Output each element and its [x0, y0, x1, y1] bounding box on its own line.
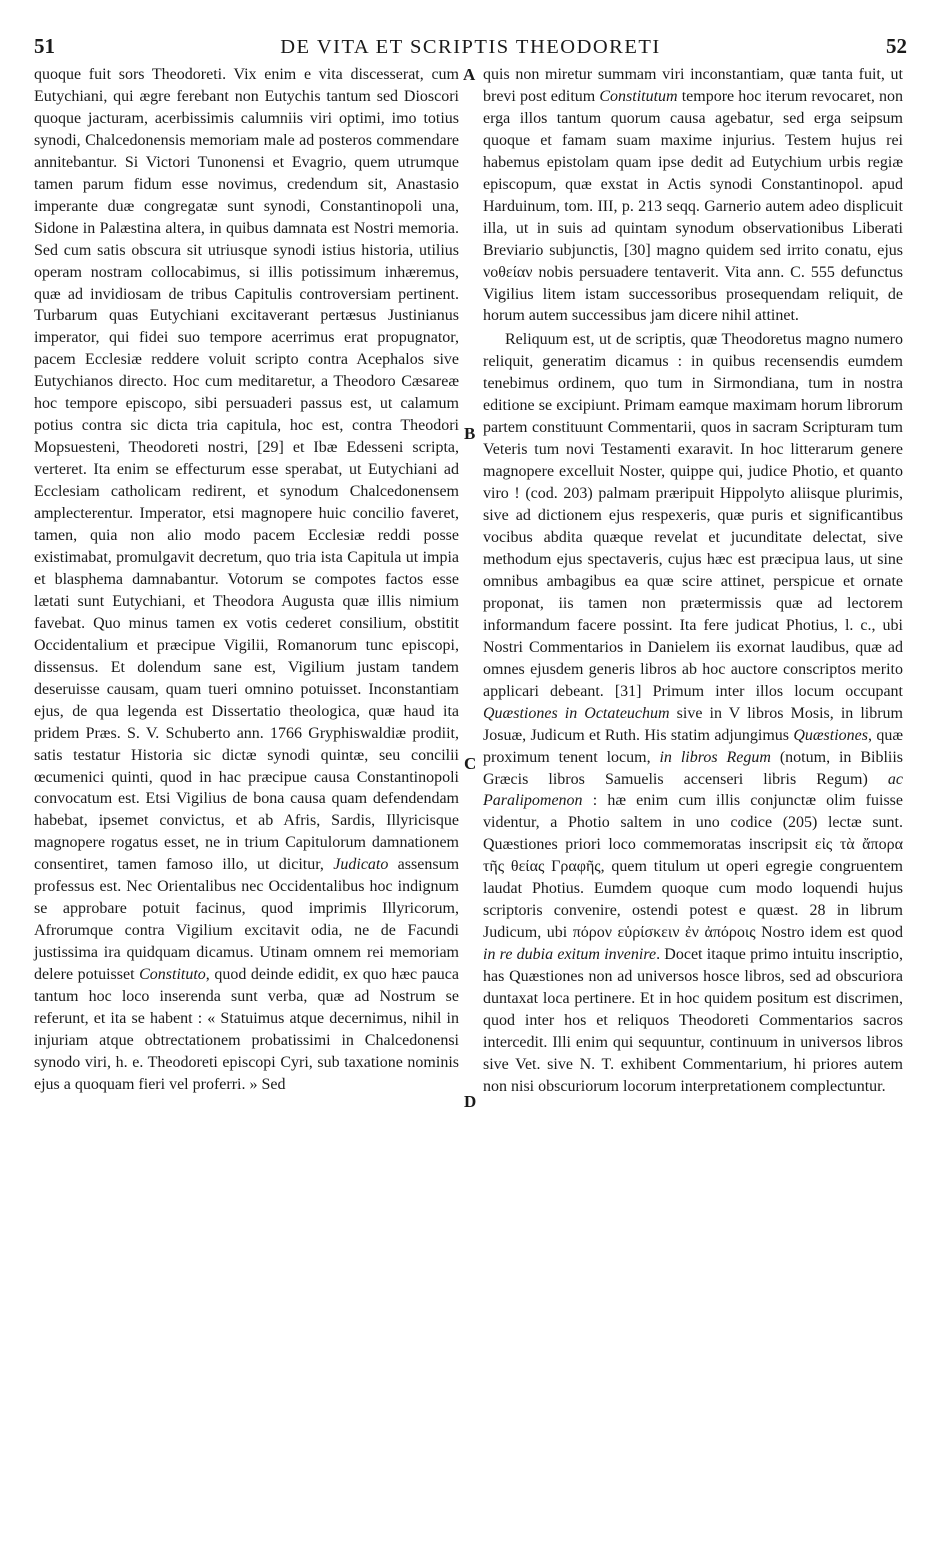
- paragraph: quis non miretur summam viri inconstantiam, quæ tanta fuit, ut brevi post editum Constitutum tempore hoc iterum revocaret, non erga illos tantum quorum causa agebatur, sed erga seipsum quoque et famam suam maxime injurius. Testem hujus rei habemus epistolam quam ipse dedit ad Eutychium urbis regiæ episcopum, quæ exstat in Actis synodi Constantinopol. apud Harduinum, tom. III, p. 213 seqq. Garnerio autem adeo displicuit illa, ut in suis ad quintam synodum observationibus Liberati Breviario subjunctis, [30] magno quidem sed irrito conatu, ejus νοθείαν nobis persuadere tentaverit. Vita ann. C. 555 defunctus Vigilius litem istam successoribus prosequendam reliquit, de horum autem successibus jam dicere nihil attinet.: [483, 66, 904, 325]
- margin-marker-a: A: [463, 65, 476, 84]
- running-header: [34, 34, 907, 64]
- margin-marker-d: D: [464, 1092, 477, 1111]
- paragraph: quoque fuit sors Theodoreti. Vix enim e vita discesserat, cum Eutychiani, qui ægre ferebant non Eutychis tantum sed Dioscori quoque jacturam, acerbissimis calumniis viri optimi, imo totius synodi, Chalcedonensis memoriam male ad posteros commendare annitebantur. Si Victori Tunonensi et Evagrio, quem utrumque tamen parum fidum esse novimus, credendum sit, Anastasio imperante duæ congregatæ sunt synodi, Constantinopoli una, Sidone in Palæstina altera, in quibus damnata est Nostri memoria. Sed cum satis obscura sit utriusque synodi istius historia, utilius operam nostram collocabimus, si illis potissimum inhæremus, quæ ad invidiosam de tribus Capitulis controversiam pertinent. Turbarum quas Eutychiani excitaverant pertæsus Justinianus imperator, qui fidei suo tempore acerrimus erat propugnator, pacem Ecclesiæ reddere voluit scripto contra Acephalos sive Eutychianos directo. Hoc cum meditaretur, a Theodoro Cæsareæ hoc tempore episcopo, sibi persuaderi passus est, ut calamum potius contra sic dicta tria capitula, hoc est, contra Theodori Mopsuesteni, Theodoreti nostri, [29] et Ibæ Edesseni scripta, verteret. Ita enim se effecturum esse sperabat, ut Eutychiani ad Ecclesiam catholicam redirent, et synodum Chalcedonensem amplecterentur. Imperator, etsi magnopere huic concilio faveret, tamen, quia non alio modo pacem Ecclesiæ reddi posse existimabat, promulgavit decretum, quo tria ista Capitula ut impia et blasphema damnabantur. Votorum se compotes factos esse lætati sunt Eutychiani, et Theodora Augusta quæ illis nimium favebat. Quo minus tamen ex votis cederet consilium, obstitit Occidentalium et præcipue Vigilii, Romanorum tunc episcopi, dissensus. Et dolendum sane est, Vigilium justam tandem deseruisse causam, quam tueri omnino potuisset. Inconstantiam ejus, de qua legenda est Dissertatio theologica, quæ haud ita pridem Præs. S. V. Schuberto ann. 1766 Gryphiswaldiæ prodiit, satis testatur Historia sic dictæ synodi quintæ, seu concilii œcumenici quinti, quod in hac præcipue causa Constantinopoli convocatum est. Etsi Vigilius de bona causa quam defendendam habebat, ipsemet convictus, et ab Afris, Sardis, Illyricisque magnopere rogatus esset, ne in trium Capitulorum damnationem consentiret, tamen famoso illo, ut dicitur, Judicato assensum professus est. Nec Orientalibus nec Occidentalibus hoc indignum se approbare potuit facinus, quod imprimis Illyricorum, Afrorumque contra Vigilium excitavit odia, ne de Facundi justissima ira quidquam dicamus. Utinam omnem rei memoriam delere potuisset Constituto, quod deinde edidit, ex quo hæc pauca tantum hoc loco inserenda sunt verba, quæ ad Nostrum se referunt, et ita se habent : « Statuimus atque decernimus, nihil in injuriam atque obtrectationem probatissimi in Chalcedonensi synodo viri, h. e. Theodoreti episcopi Cyri, sub taxatione nominis ejus a quoquam fieri vel proferri. » Sed: [34, 66, 460, 1093]
- paragraph: Reliquum est, ut de scriptis, quæ Theodoretus magno numero reliquit, generatim dicamus : in quibus recensendis eumdem tenebimus ordinem, quo tum in Sirmondiana, tum in nostra editione se excipiunt. Primam eamque maximam horum librorum partem constituunt Commentarii, quos in sacram Scripturam tum Veteris tum novi Testamenti exaravit. In hoc litterarum genere magnopere excelluit Noster, quippe qui, judice Photio, et quanto viro ! (cod. 203) palmam præripuit Hippolyto aliisque plurimis, sive ad dictionem ejus respexeris, quæ puris et significantibus vocibus abdita quæque revelat et jucunditate delectat, sive methodum ejus spectaveris, cujus hæc est præcipua laus, ut sine omnibus ambagibus ea quæ scire attinet, perspicue et ornate proponat, iis tamen non prætermissis quæ ad lectorem informandum facere possint. Ita fere judicat Photius, l. c., ubi Nostri Commentarios in Danielem iis exornat laudibus, quæ ad omnes ejusdem generis libros ab hoc auctore conscriptos merito applicari debeant. [31] Primum inter illos locum occupant Quæstiones in Octateuchum sive in V libros Mosis, in librum Josuæ, Judicum et Ruth. His statim adjungimus Quæstiones, quæ proximum tenent locum, in libros Regum (notum, in Bibliis Græcis libros Samuelis accenseri libris Regum) ac Paralipomenon : hæ enim cum illis conjunctæ olim fuisse videntur, a Photio saltem in uno codice (205) lectæ sunt. Quæstiones priori loco commemoratas inscripsit εἰς τὰ ἄπορα τῆς θείας Γραφῆς, quem titulum ut operi egregie congruentem laudat Photius. Eumdem quoque cum modo loquendi hujus scriptoris convenire, ostendi potest e quæst. 28 in librum Judicum, ubi πόρον εὑρίσκειν ἐν ἀπόροις Nostro idem est quod in re dubia exitum invenire. Docet itaque primo intuitu inscriptio, has Quæstiones non ad universos hosce libros, sed ad obscuriora duntaxat loca pertinere. Et in hoc quidem positum est discrimen, quod inter hos et reliquos Theodoreti Commentarios sacros intercedit. Illi enim qui sequuntur, continuum in universos libros sive Vet. sive N. T. exhibent Commentarium, hi priores autem non nisi obscuriorum locorum interpretationem complectuntur.: [483, 331, 904, 1095]
- margin-marker-c: C: [464, 754, 477, 773]
- right-column: [483, 64, 903, 1098]
- running-title: DE VITA ET SCRIPTIS THEODORETI: [280, 36, 661, 58]
- page-number-left: 51: [34, 34, 55, 58]
- page-number-right: 52: [886, 34, 907, 58]
- left-column: [34, 64, 459, 1096]
- margin-marker-b: B: [464, 424, 476, 443]
